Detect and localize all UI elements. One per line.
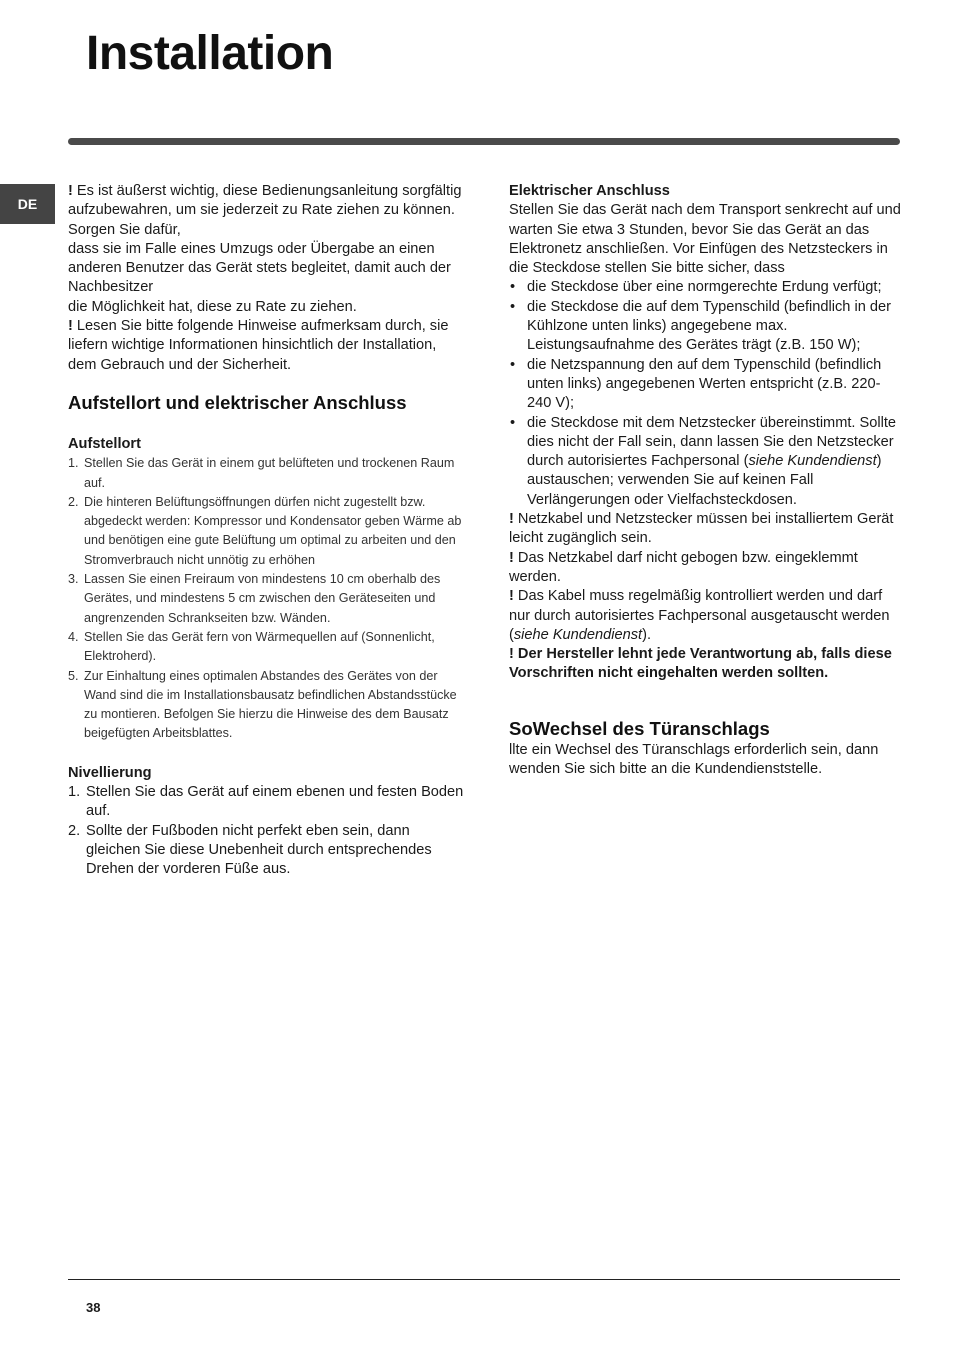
elektrisch-checklist — [509, 278, 901, 510]
warning-mark: ! — [68, 318, 73, 335]
list-item: • die Netzspannung den auf dem Typenschild (befindlich unten links) angegebenen Werten entspricht (z.B. 220-240 V); — [510, 356, 882, 412]
list-item: 1. Stellen Sie das Gerät auf einem ebenen und festen Boden auf. — [68, 784, 464, 820]
tueranschlag-text: llte ein Wechsel des Türanschlags erforderlich sein, dann wenden Sie sich bitte an die Kundendienststelle. — [509, 741, 879, 778]
warning-mark: ! — [68, 183, 73, 199]
elektrisch-intro: Stellen Sie das Gerät nach dem Transport senkrecht auf und warten Sie etwa 3 Stunden, bevor Sie das Gerät an das Elektronetz anschließen. Vor Einfügen des Netzsteckers in die Steckdose stellen Sie bitte sicher, dass — [509, 202, 901, 277]
aufstellort-list — [68, 454, 468, 743]
intro-paragraph-3: die Möglichkeit hat, diese zu Rate zu ziehen. — [68, 298, 357, 315]
footer-rule — [68, 1279, 900, 1280]
warning-note: ! Das Netzkabel darf nicht gebogen bzw. eingeklemmt werden. — [509, 549, 858, 585]
list-item: 2. Die hinteren Belüftungsöffnungen dürfen nicht zugestellt bzw. abgedeckt werden: Kompressor und Kondensator geben Wärme ab und benötigen eine gute Belüftung um optimal zu arbeiten und den Stromverbrauch nicht unnötig zu erhöhen — [68, 494, 462, 567]
warning-note-liability: ! Der Hersteller lehnt jede Verantwortung ab, falls diese Vorschriften nicht eingehalten werden sollten. — [509, 646, 892, 682]
right-column — [509, 182, 901, 779]
list-item: • die Steckdose über eine normgerechte Erdung verfügt; — [510, 279, 882, 296]
subheading-aufstellort: Aufstellort — [68, 435, 141, 452]
warning-note: ! Netzkabel und Netzstecker müssen bei installiertem Gerät leicht zugänglich sein. — [509, 511, 894, 547]
list-item: 1. Stellen Sie das Gerät in einem gut belüfteten und trockenen Raum auf. — [68, 456, 455, 490]
intro-paragraph-1: ! Es ist äußerst wichtig, diese Bedienungsanleitung sorgfältig aufzubewahren, um sie jederzeit zu Rate ziehen zu können. Sorgen Sie dafür, — [68, 183, 462, 238]
list-item: 3. Lassen Sie einen Freiraum von mindestens 10 cm oberhalb des Gerätes, und mindestens 5 cm zwischen den Geräteseiten und angrenzenden Schrankseiten bzw. Wänden. — [68, 572, 441, 625]
nivellierung-list — [68, 783, 468, 879]
list-item: 2. Sollte der Fußboden nicht perfekt eben sein, dann gleichen Sie diese Unebenheit durch entsprechendes Drehen der vorderen Füße aus. — [68, 822, 432, 878]
section-heading-aufstellort-anschluss: Aufstellort und elektrischer Anschluss — [68, 391, 407, 413]
page-number: 38 — [86, 1300, 101, 1315]
header-rule — [68, 138, 900, 145]
list-item: 5. Zur Einhaltung eines optimalen Abstandes des Gerätes von der Wand sind die im Installationsbausatz befindlichen Abstandsstücke zu montieren. Befolgen Sie hierzu die Hinweise des dem Bausatz beigefügten Arbeitsblattes. — [68, 668, 457, 741]
intro-paragraph-4: ! Lesen Sie bitte folgende Hinweise aufmerksam durch, sie liefern wichtige Informationen hinsichtlich der Installation, dem Gebrauch und der Sicherheit. — [68, 318, 449, 373]
left-column — [68, 182, 468, 880]
list-item: • die Steckdose mit dem Netzstecker übereinstimmt. Sollte dies nicht der Fall sein, dann lassen Sie den Netzstecker durch autorisiertes Fachpersonal (siehe Kundendienst) austauschen; verwenden Sie auf keinen Fall Verlängerungen oder Vielfachsteckdosen. — [510, 414, 897, 508]
list-item: 4. Stellen Sie das Gerät fern von Wärmequellen auf (Sonnenlicht, Elektroherd). — [68, 629, 435, 664]
subheading-nivellierung: Nivellierung — [68, 764, 152, 781]
warning-note: ! Das Kabel muss regelmäßig kontrolliert werden und darf nur durch autorisiertes Fachpersonal ausgetauscht werden (siehe Kundendienst). — [509, 588, 890, 643]
section-heading-tueranschlag: SoWechsel des Türanschlags — [509, 717, 770, 739]
intro-paragraph-2: dass sie im Falle eines Umzugs oder Übergabe an einen anderen Benutzer das Gerät stets begleitet, damit auch der Nachbesitzer — [68, 240, 451, 296]
subheading-elektrischer-anschluss: Elektrischer Anschluss — [509, 183, 670, 199]
list-item: • die Steckdose die auf dem Typenschild (befindlich in der Kühlzone unten links) angegebene max. Leistungsaufnahme des Gerätes trägt (z.B. 150 W); — [510, 298, 891, 354]
language-tab: DE — [0, 184, 55, 224]
page-title: Installation — [86, 27, 334, 80]
